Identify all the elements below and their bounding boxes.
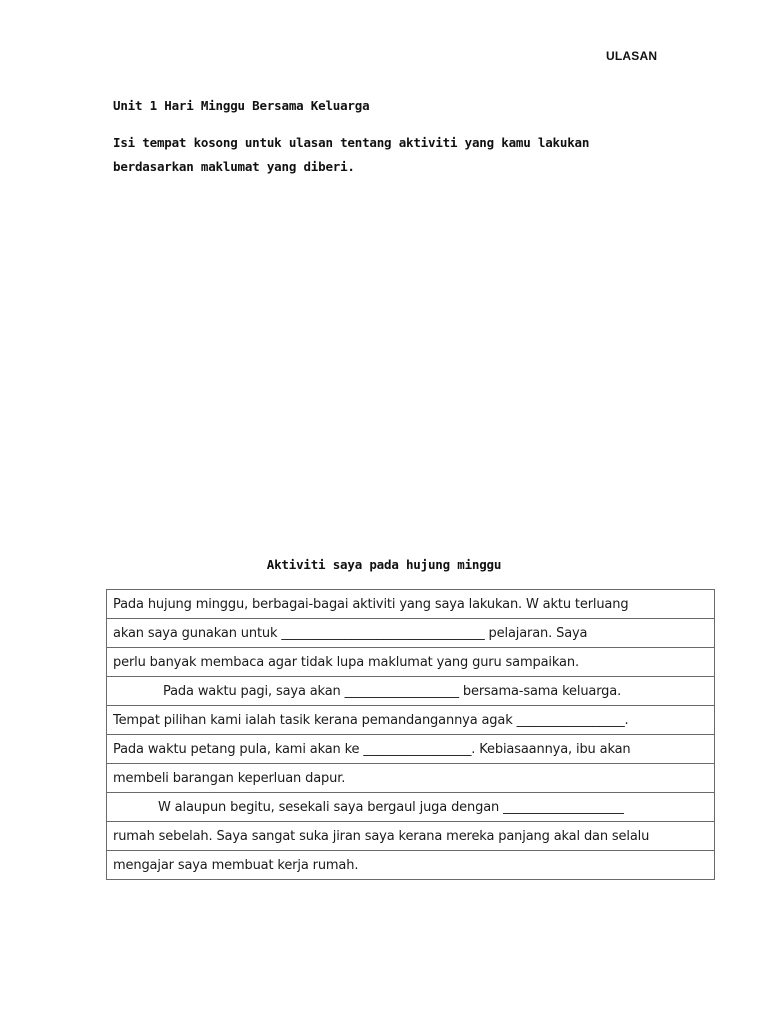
table-row (107, 677, 715, 706)
table-row (107, 793, 715, 822)
section-title: Aktiviti saya pada hujung minggu (266, 557, 502, 572)
table-cell (107, 793, 715, 822)
table-cell (107, 648, 715, 677)
row-text: membeli barangan keperluan dapur. (113, 770, 346, 786)
activity-worksheet-table (106, 589, 715, 880)
table-row (107, 735, 715, 764)
table-cell (107, 619, 715, 648)
row-text: akan saya gunakan untuk ________________________________ pelajaran. Saya (113, 625, 588, 641)
table-row (107, 764, 715, 793)
table-cell (107, 822, 715, 851)
table-row (107, 822, 715, 851)
row-text: mengajar saya membuat kerja rumah. (113, 857, 359, 873)
table-row (107, 590, 715, 619)
table-row (107, 648, 715, 677)
table-row (107, 851, 715, 880)
table-row (107, 706, 715, 735)
table-cell (107, 590, 715, 619)
table-cell (107, 706, 715, 735)
instructions (113, 131, 653, 179)
table-cell (107, 764, 715, 793)
unit-title: Unit 1 Hari Minggu Bersama Keluarga (113, 98, 370, 113)
row-text: Pada waktu petang pula, kami akan ke _________________. Kebiasaannya, ibu akan (113, 741, 631, 757)
row-text: rumah sebelah. Saya sangat suka jiran saya kerana mereka panjang akal dan selalu (113, 828, 650, 844)
page-header-label: ULASAN (606, 49, 658, 63)
row-text: Tempat pilihan kami ialah tasik kerana pemandangannya agak _________________. (113, 712, 629, 728)
table-cell (107, 851, 715, 880)
instruction-line: Isi tempat kosong untuk ulasan tentang aktiviti yang kamu lakukan (113, 135, 590, 150)
instruction-line: berdasarkan maklumat yang diberi. (113, 159, 355, 174)
row-text: perlu banyak membaca agar tidak lupa maklumat yang guru sampaikan. (113, 654, 579, 670)
table-cell (107, 735, 715, 764)
row-text: W alaupun begitu, sesekali saya bergaul juga dengan ___________________ (158, 799, 624, 815)
table-row (107, 619, 715, 648)
row-text: Pada hujung minggu, berbagai-bagai aktiviti yang saya lakukan. W aktu terluang (113, 596, 629, 612)
table-cell (107, 677, 715, 706)
row-text: Pada waktu pagi, saya akan __________________ bersama-sama keluarga. (163, 683, 622, 699)
